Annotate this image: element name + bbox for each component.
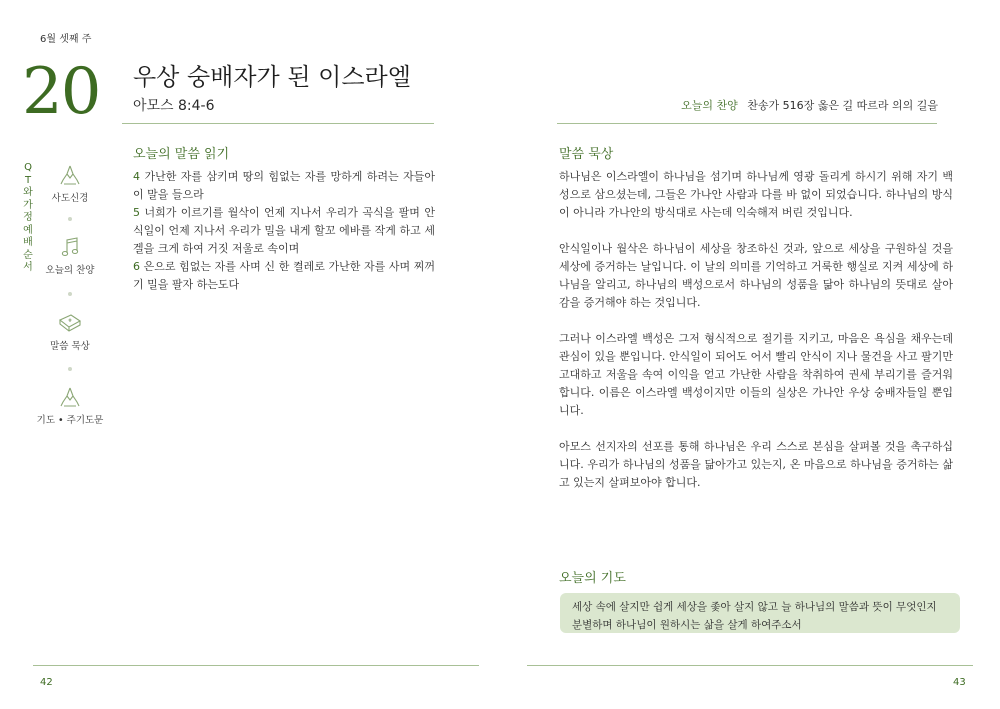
prayer-box: 세상 속에 살지만 쉽게 세상을 좇아 살지 않고 늘 하나님의 말씀과 뜻이 무엇인지 분별하며 하나님이 원하시는 삶을 살게 하여주소서 — [560, 593, 960, 633]
music-note-icon — [57, 236, 83, 258]
meditation-paragraph: 아모스 선지자의 선포를 통해 하나님은 우리 스스로 본심을 살펴볼 것을 촉구하십니다. 우리가 하나님의 성품을 닮아가고 있는지, 온 마음으로 하나님을 증거하는 삶고 있는지 살펴보아야 합니다. — [559, 440, 953, 489]
hymn-text: 찬송가 516장 옳은 길 따르라 의의 길을 — [747, 99, 938, 112]
prayer-heading: 오늘의 기도 — [559, 571, 626, 586]
page-number-left: 42 — [40, 677, 53, 688]
step-todays-hymn — [30, 236, 110, 276]
step-label: 사도신경 — [51, 193, 89, 204]
meditation-paragraph: 그러나 이스라엘 백성은 그저 형식적으로 절기를 지키고, 마음은 욕심을 채우는데 관심이 있을 뿐입니다. 안식일이 되어도 어서 빨리 안식이 지나 물건을 사고 팔기만 고대하고 저울을 속여 이익을 얻고 가난한 사람을 착취하여 권세 부리기를 즐거워합니다. 이름은 이스라엘 백성이지만 이들의 실상은 가나안 우상 숭배자들일 뿐입니다. — [559, 332, 953, 417]
step-apostles-creed — [30, 164, 110, 204]
footer-divider-right — [527, 665, 973, 666]
step-label: 기도 • 주기도문 — [36, 415, 104, 426]
verse-text: 가난한 자를 삼키며 땅의 힘없는 자를 망하게 하려는 자들아 이 말을 들으라 — [133, 170, 436, 201]
day-number: 20 — [22, 55, 100, 129]
verse-number: 5 — [133, 206, 140, 219]
todays-hymn — [681, 98, 938, 114]
page-number-right: 43 — [953, 677, 966, 688]
reading-heading: 오늘의 말씀 읽기 — [133, 147, 230, 162]
header-divider-right — [557, 123, 937, 124]
footer-divider-left — [33, 665, 479, 666]
step-separator-dot — [68, 217, 72, 221]
step-prayer — [30, 386, 110, 426]
step-separator-dot — [68, 367, 72, 371]
praying-hands-icon — [57, 164, 83, 186]
verse-number: 4 — [133, 170, 140, 183]
reading-passage — [133, 168, 435, 294]
header-divider-left — [122, 123, 434, 124]
meditation-paragraph: 안식일이나 월삭은 하나님이 세상을 창조하신 것과, 앞으로 세상을 구원하실 것을 세상에 증거하는 날입니다. 이 날의 의미를 기억하고 거룩한 행실로 지켜 세상에 하나님을 알리고, 하나님의 백성으로서 하나님의 성품을 닮아 하나님의 뜻대로 살아감을 증거해야 하는 것입니다. — [559, 242, 953, 309]
verse-number: 6 — [133, 260, 140, 273]
scripture-reference: 아모스 8:4-6 — [133, 98, 215, 114]
step-label: 말씀 묵상 — [50, 341, 90, 352]
bible-book-icon — [57, 312, 83, 334]
verse-text: 너희가 이르기를 월삭이 언제 지나서 우리가 곡식을 팔며 안식일이 언제 지나서 우리가 밀을 내게 할꼬 에바를 작게 하고 세겔을 크게 하여 거짓 저울로 속이며 — [133, 206, 436, 255]
meditation-body — [559, 168, 953, 510]
praying-hands-icon — [57, 386, 83, 408]
step-meditation — [30, 312, 110, 352]
verse-text: 은으로 힘없는 자를 사며 신 한 켤레로 가난한 자를 사며 찌꺼기 밀을 팔자 하는도다 — [133, 260, 435, 291]
meditation-paragraph: 하나님은 이스라엘이 하나님을 섬기며 하나님께 영광 돌리게 하시기 위해 자기 백성으로 삼으셨는데, 그들은 가나안 사람과 다를 바 없이 되었습니다. 하나님의 방식이 아니라 가나안의 방식대로 사는데 익숙해져 버린 것입니다. — [559, 170, 953, 219]
week-label: 6월 셋째 주 — [40, 34, 92, 45]
step-label: 오늘의 찬양 — [45, 265, 95, 276]
page-title: 우상 숭배자가 된 이스라엘 — [133, 63, 411, 91]
hymn-label: 오늘의 찬양 — [681, 99, 738, 112]
meditation-heading: 말씀 묵상 — [559, 147, 614, 162]
sidebar-vertical-label: QT와 가정예배 순서 — [23, 162, 37, 273]
step-separator-dot — [68, 292, 72, 296]
